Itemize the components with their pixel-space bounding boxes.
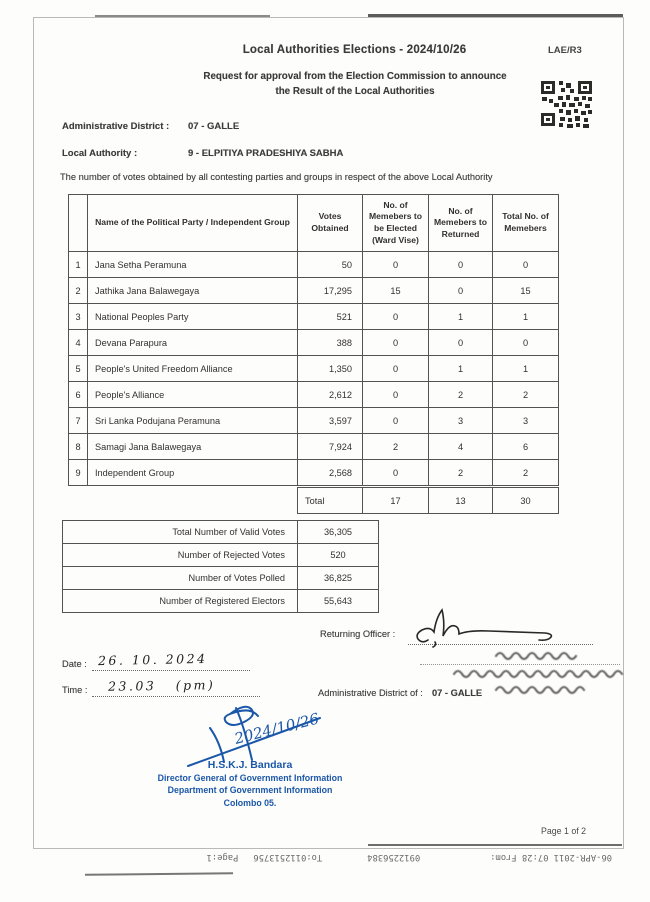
scan-artifact-line <box>85 872 233 876</box>
signatory-title-line2: Department of Government Information <box>167 785 333 796</box>
row-number: 5 <box>69 356 88 382</box>
members-returned: 1 <box>429 356 493 382</box>
members-returned: 4 <box>429 434 493 460</box>
time-line <box>92 684 260 697</box>
intro-sentence: The number of votes obtained by all contesting parties and groups in respect of the above Local Authority <box>60 172 493 182</box>
summary-value: 520 <box>298 544 379 567</box>
summary-label: Total Number of Valid Votes <box>63 521 298 544</box>
summary-row <box>63 544 379 567</box>
date-handwritten-value: 26. 10. 2024 <box>97 650 208 669</box>
party-row <box>69 330 559 356</box>
votes-obtained: 50 <box>298 252 363 278</box>
scan-artifact-line <box>95 15 270 17</box>
summary-label: Number of Votes Polled <box>63 567 298 590</box>
party-row <box>69 434 559 460</box>
party-row <box>69 304 559 330</box>
party-name: Sri Lanka Podujana Peramuna <box>88 408 298 434</box>
members-total: 2 <box>493 460 559 486</box>
summary-row <box>63 521 379 544</box>
summary-value: 36,305 <box>298 521 379 544</box>
votes-obtained: 2,612 <box>298 382 363 408</box>
members-total: 1 <box>493 304 559 330</box>
total-returned: 13 <box>429 488 493 514</box>
qr-code <box>540 79 594 129</box>
total-label: Total <box>298 488 363 514</box>
members-total: 0 <box>493 252 559 278</box>
members-total: 15 <box>493 278 559 304</box>
party-row <box>69 356 559 382</box>
party-row <box>69 408 559 434</box>
party-row <box>69 252 559 278</box>
header-returned: No. of Memebers to Returned <box>429 195 493 252</box>
summary-table-body <box>63 521 379 613</box>
summary-row <box>63 590 379 613</box>
party-name: People's Alliance <box>88 382 298 408</box>
members-elected: 0 <box>363 304 429 330</box>
admin-district-label: Administrative District : <box>62 121 170 132</box>
party-row <box>69 382 559 408</box>
row-number: 8 <box>69 434 88 460</box>
fax-page: Page:1 <box>206 852 239 862</box>
page-number: Page 1 of 2 <box>541 826 586 836</box>
members-total: 0 <box>493 330 559 356</box>
summary-label: Number of Rejected Votes <box>63 544 298 567</box>
fax-from: 06-APR-2011 07:28 From: <box>490 852 612 862</box>
summary-table <box>62 520 379 613</box>
votes-obtained: 7,924 <box>298 434 363 460</box>
local-authority-value: 9 - ELPITIYA PRADESHIYA SABHA <box>188 148 344 159</box>
summary-value: 55,643 <box>298 590 379 613</box>
row-number: 3 <box>69 304 88 330</box>
members-total: 6 <box>493 434 559 460</box>
summary-row <box>63 567 379 590</box>
members-returned: 0 <box>429 330 493 356</box>
members-returned: 0 <box>429 278 493 304</box>
row-number: 6 <box>69 382 88 408</box>
scan-artifact-line <box>368 14 623 17</box>
members-total: 1 <box>493 356 559 382</box>
header-party: Name of the Political Party / Independent Group <box>88 195 298 252</box>
row-number: 4 <box>69 330 88 356</box>
members-returned: 1 <box>429 304 493 330</box>
admin-district-of-value: 07 - GALLE <box>432 688 483 698</box>
total-members: 30 <box>493 488 559 514</box>
row-number: 9 <box>69 460 88 486</box>
members-total: 3 <box>493 408 559 434</box>
subtitle-line-1: Request for approval from the Election Commission to announce <box>203 71 507 82</box>
total-row-table <box>297 487 559 514</box>
members-elected: 0 <box>363 408 429 434</box>
members-elected: 0 <box>363 356 429 382</box>
returning-officer-label: Returning Officer : <box>320 629 396 639</box>
party-name: Independent Group <box>88 460 298 486</box>
signature-date-handwritten: 2024/10/26 <box>232 709 321 748</box>
results-table <box>68 194 559 486</box>
date-line <box>92 658 250 671</box>
summary-label: Number of Registered Electors <box>63 590 298 613</box>
local-authority-label: Local Authority : <box>62 148 138 159</box>
header-no <box>69 195 88 252</box>
results-header-row <box>69 195 559 252</box>
signatory-title <box>125 772 375 809</box>
header-votes: Votes Obtained <box>298 195 363 252</box>
fax-to: To:0112513756 <box>253 852 323 862</box>
members-returned: 3 <box>429 408 493 434</box>
members-returned: 0 <box>429 252 493 278</box>
header-elected: No. of Memebers to be Elected (Ward Vise) <box>363 195 429 252</box>
subtitle-line-2: the Result of the Local Authorities <box>275 86 435 98</box>
time-label: Time : <box>62 685 88 695</box>
returning-officer-signature <box>400 600 575 648</box>
members-elected: 2 <box>363 434 429 460</box>
fax-transmission-strip <box>90 852 612 862</box>
members-elected: 0 <box>363 252 429 278</box>
members-elected: 0 <box>363 330 429 356</box>
summary-value: 36,825 <box>298 567 379 590</box>
members-returned: 2 <box>429 460 493 486</box>
row-number: 2 <box>69 278 88 304</box>
header-total: Total No. of Memebers <box>493 195 559 252</box>
row-number: 1 <box>69 252 88 278</box>
party-name: People's United Freedom Alliance <box>88 356 298 382</box>
party-name: Jathika Jana Balawegaya <box>88 278 298 304</box>
row-number: 7 <box>69 408 88 434</box>
results-table-body <box>69 252 559 486</box>
party-row <box>69 460 559 486</box>
votes-obtained: 388 <box>298 330 363 356</box>
party-name: Samagi Jana Balawegaya <box>88 434 298 460</box>
members-elected: 15 <box>363 278 429 304</box>
form-code: LAE/R3 <box>548 45 582 56</box>
admin-district-of-label: Administrative District of : <box>318 688 423 698</box>
party-name: Devana Parapura <box>88 330 298 356</box>
members-elected: 0 <box>363 382 429 408</box>
votes-obtained: 1,350 <box>298 356 363 382</box>
time-handwritten-value: 23.03 (pm) <box>107 677 216 694</box>
party-row <box>69 278 559 304</box>
votes-obtained: 2,568 <box>298 460 363 486</box>
members-total: 2 <box>493 382 559 408</box>
votes-obtained: 521 <box>298 304 363 330</box>
members-elected: 0 <box>363 460 429 486</box>
scan-artifact-line <box>368 844 622 846</box>
votes-obtained: 17,295 <box>298 278 363 304</box>
total-elected: 17 <box>363 488 429 514</box>
total-row <box>298 488 559 514</box>
party-name: National Peoples Party <box>88 304 298 330</box>
signatory-title-line3: Colombo 05. <box>223 797 277 808</box>
party-name: Jana Setha Peramuna <box>88 252 298 278</box>
admin-district-value: 07 - GALLE <box>188 121 240 132</box>
signatory-name: H.S.K.J. Bandara <box>207 759 293 771</box>
form-title: Local Authorities Elections - 2024/10/26 <box>242 44 467 56</box>
date-label: Date : <box>62 659 87 669</box>
signatory-title-line1: Director General of Government Information <box>157 773 343 783</box>
members-returned: 2 <box>429 382 493 408</box>
votes-obtained: 3,597 <box>298 408 363 434</box>
fax-number: 0912256384 <box>367 852 421 862</box>
